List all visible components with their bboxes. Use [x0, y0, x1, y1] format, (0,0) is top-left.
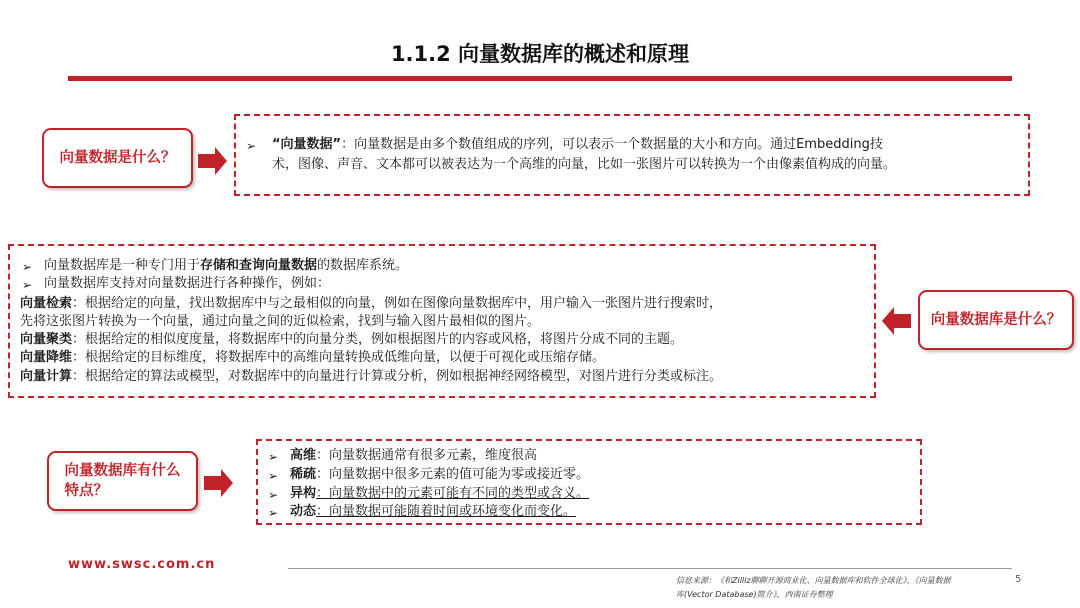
- feature-name: 异构: [290, 486, 317, 501]
- label-text: 向量数据库是什么？: [930, 312, 1062, 328]
- bullet-arrow-icon: ➢: [268, 450, 279, 464]
- source-note: [676, 574, 1006, 602]
- op-name: 向量计算: [20, 369, 73, 384]
- bullet-arrow-icon: ➢: [268, 506, 279, 520]
- feature-name: 稀疏: [290, 467, 317, 482]
- source-line-1: 信息来源：《和Zilliz聊聊开源商业化、向量数据库和软件全球化》，《向量数据: [676, 576, 951, 585]
- features-box: [256, 439, 922, 525]
- feature-name: 动态: [290, 504, 317, 519]
- page-title: 1.1.2 向量数据库的概述和原理: [390, 42, 690, 66]
- arrow-right-icon: [198, 154, 216, 168]
- arrow-right-icon: [204, 476, 222, 490]
- intro-bold: 存储和查询向量数据: [200, 258, 318, 273]
- definition-line-1: ：向量数据是由多个数值组成的序列，可以表示一个数据量的大小和方向。通过Embedding技: [341, 137, 883, 152]
- intro-post: 的数据库系统。: [317, 258, 409, 273]
- bullet-arrow-icon: ➢: [268, 488, 279, 502]
- label-text: 向量数据是什么？: [59, 150, 176, 166]
- feature-text: ：向量数据通常有很多元素，维度很高: [316, 448, 538, 463]
- op-text: ：根据给定的目标维度，将数据库中的高维向量转换成低维向量，以便于可视化或压缩存储。: [72, 350, 606, 365]
- label-text-line-1: 向量数据库有什么: [64, 463, 181, 479]
- feature-text: ：向量数据中很多元素的值可能为零或接近零。: [316, 467, 590, 482]
- ops-intro: 向量数据库支持对向量数据进行各种操作，例如：: [44, 276, 331, 291]
- op-name: 向量降维: [20, 350, 73, 365]
- label-text-line-2: 特点？: [64, 483, 108, 499]
- label-what-is-vector-db: [918, 290, 1074, 350]
- op-name: 向量聚类: [20, 332, 73, 347]
- feature-text: ：向量数据中的元素可能有不同的类型或含义。: [316, 486, 590, 501]
- op-text: ：根据给定的向量，找出数据库中与之最相似的向量，例如在图像向量数据库中，用户输入一张图片进行搜索时，: [72, 296, 723, 311]
- definition-box: [234, 114, 1030, 196]
- bullet-arrow-icon: ➢: [246, 139, 257, 153]
- website-link[interactable]: www.swsc.com.cn: [68, 557, 216, 572]
- intro-pre: 向量数据库是一种专门用于: [44, 258, 201, 273]
- op-text-cont: 先将这张图片转换为一个向量，通过向量之间的近似检索，找到与输入图片最相似的图片。: [20, 314, 541, 329]
- bullet-arrow-icon: ➢: [22, 260, 33, 274]
- op-text: ：根据给定的相似度度量，将数据库中的向量分类，例如根据图片的内容或风格，将图片分成不同的主题。: [72, 332, 684, 347]
- term-vector-data: “向量数据”: [272, 137, 342, 152]
- feature-text: ：向量数据可能随着时间或环境变化而变化。: [316, 504, 577, 519]
- op-text: ：根据给定的算法或模型，对数据库中的向量进行计算或分析，例如根据神经网络模型，对图片进行分类或标注。: [72, 369, 723, 384]
- definition-line-2: 术，图像、声音、文本都可以被表达为一个高维的向量，比如一张图片可以转换为一个由像素值构成的向量。: [272, 157, 897, 172]
- label-what-is-vector-data: [42, 128, 193, 188]
- database-box: [8, 244, 876, 398]
- arrow-left-icon: [893, 314, 911, 328]
- bullet-arrow-icon: ➢: [268, 469, 279, 483]
- op-name: 向量检索: [20, 296, 73, 311]
- bullet-arrow-icon: ➢: [22, 278, 33, 292]
- source-line-2: 库(Vector Database)简介》，西南证券整理: [676, 590, 833, 599]
- title-divider: [68, 76, 1012, 81]
- feature-name: 高维: [290, 448, 317, 463]
- label-vector-db-features: [47, 451, 198, 511]
- page-number: 5: [1015, 574, 1022, 585]
- footer-divider: [288, 568, 1012, 569]
